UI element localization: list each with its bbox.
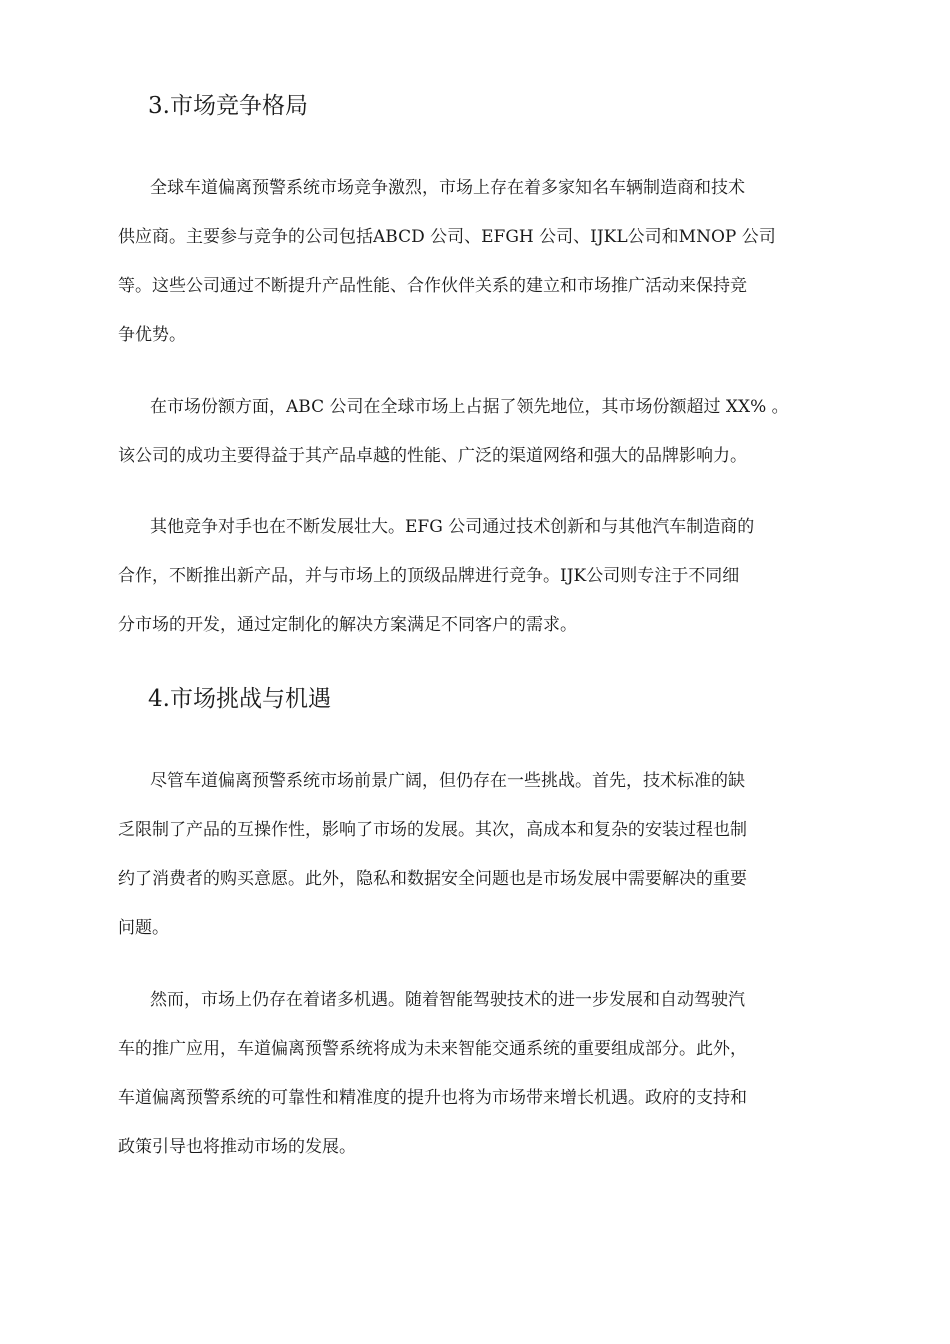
paragraph-line: 车的推广应用，车道偏离预警系统将成为未来智能交通系统的重要组成部分。此外， <box>118 1039 747 1059</box>
paragraph <box>118 976 838 1172</box>
section-heading-market-competition: 3.市场竞争格局 <box>148 93 308 119</box>
paragraph-line: 问题。 <box>118 918 169 938</box>
paragraph-line: 分市场的开发，通过定制化的解决方案满足不同客户的需求。 <box>118 615 577 635</box>
paragraph-line: 政策引导也将推动市场的发展。 <box>118 1137 356 1157</box>
paragraph-line: 该公司的成功主要得益于其产品卓越的性能、广泛的渠道网络和强大的品牌影响力。 <box>118 446 747 466</box>
paragraph <box>118 164 838 360</box>
paragraph-line: 乏限制了产品的互操作性，影响了市场的发展。其次，高成本和复杂的安装过程也制 <box>118 820 747 840</box>
paragraph <box>118 383 838 481</box>
paragraph-line: 然而，市场上仍存在着诸多机遇。随着智能驾驶技术的进一步发展和自动驾驶汽 <box>150 990 745 1010</box>
section-heading-challenges-opportunities: 4.市场挑战与机遇 <box>148 686 331 712</box>
paragraph-line: 全球车道偏离预警系统市场竞争激烈，市场上存在着多家知名车辆制造商和技术 <box>150 178 745 198</box>
paragraph <box>118 757 838 953</box>
paragraph-line: 车道偏离预警系统的可靠性和精准度的提升也将为市场带来增长机遇。政府的支持和 <box>118 1088 747 1108</box>
paragraph-line: 供应商。主要参与竞争的公司包括ABCD 公司、EFGH 公司、IJKL公司和MNOP 公司 <box>118 227 776 247</box>
paragraph-line: 尽管车道偏离预警系统市场前景广阔，但仍存在一些挑战。首先，技术标准的缺 <box>150 771 745 791</box>
paragraph-line: 等。这些公司通过不断提升产品性能、合作伙伴关系的建立和市场推广活动来保持竞 <box>118 276 747 296</box>
paragraph-line: 约了消费者的购买意愿。此外，隐私和数据安全问题也是市场发展中需要解决的重要 <box>118 869 747 889</box>
paragraph <box>118 503 838 650</box>
paragraph-line: 合作，不断推出新产品，并与市场上的顶级品牌进行竞争。IJK公司则专注于不同细 <box>118 566 740 586</box>
paragraph-line: 在市场份额方面，ABC 公司在全球市场上占据了领先地位，其市场份额超过 XX% 。 <box>150 397 789 417</box>
paragraph-line: 争优势。 <box>118 325 186 345</box>
paragraph-line: 其他竞争对手也在不断发展壮大。EFG 公司通过技术创新和与其他汽车制造商的 <box>150 517 755 537</box>
